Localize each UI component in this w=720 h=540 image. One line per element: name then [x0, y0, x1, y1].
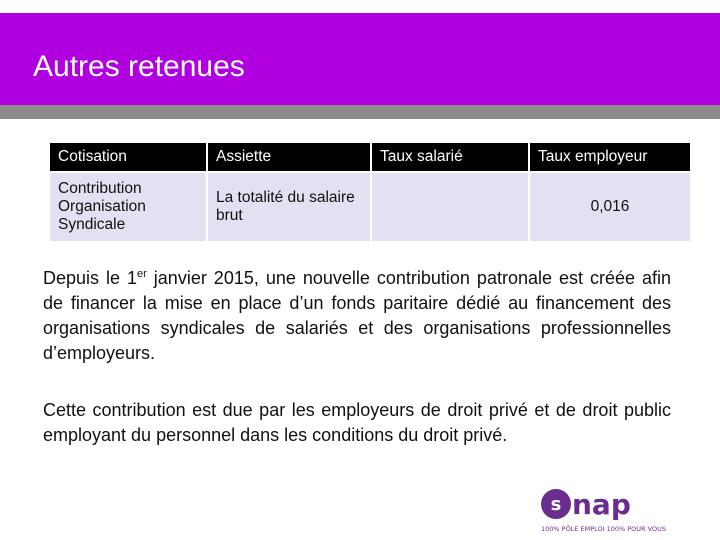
logo-tagline: 100% PÔLE EMPLOI 100% POUR VOUS — [541, 525, 666, 533]
cell-cotisation: Contribution Organisation Syndicale — [50, 173, 206, 241]
ordinal-suffix: er — [137, 268, 147, 280]
header-divider-bar — [0, 105, 720, 119]
column-header-assiette: Assiette — [208, 143, 370, 171]
paragraph-text-rest: janvier 2015, une nouvelle contribution patronale est créée afin de financer la mise en place d’un fonds paritaire dédié au financement des organisations syndicales de salariés et des organisations professionnelles d’employeurs. — [43, 268, 671, 363]
cell-taux-employeur: 0,016 — [530, 173, 690, 241]
paragraph-text-start: Depuis le 1 — [43, 268, 138, 288]
svg-text:s: s — [550, 494, 562, 515]
column-header-taux-employeur: Taux employeur — [530, 143, 690, 171]
cell-assiette: La totalité du salaire brut — [208, 173, 370, 241]
paragraph-contribution-employers: Cette contribution est due par les employeurs de droit privé et de droit public employant du personnel dans les conditions du droit privé. — [43, 400, 671, 445]
snap-logo — [540, 486, 690, 534]
paragraph-contribution-intro — [43, 266, 671, 366]
table-row — [50, 173, 690, 241]
page-title: Autres retenues — [33, 50, 245, 83]
header-banner — [0, 13, 720, 105]
contributions-table — [48, 141, 692, 243]
column-header-taux-salarie: Taux salarié — [372, 143, 528, 171]
svg-text:nap: nap — [572, 488, 631, 521]
column-header-cotisation: Cotisation — [50, 143, 206, 171]
cell-taux-salarie — [372, 173, 528, 241]
table-header-row — [50, 143, 690, 171]
